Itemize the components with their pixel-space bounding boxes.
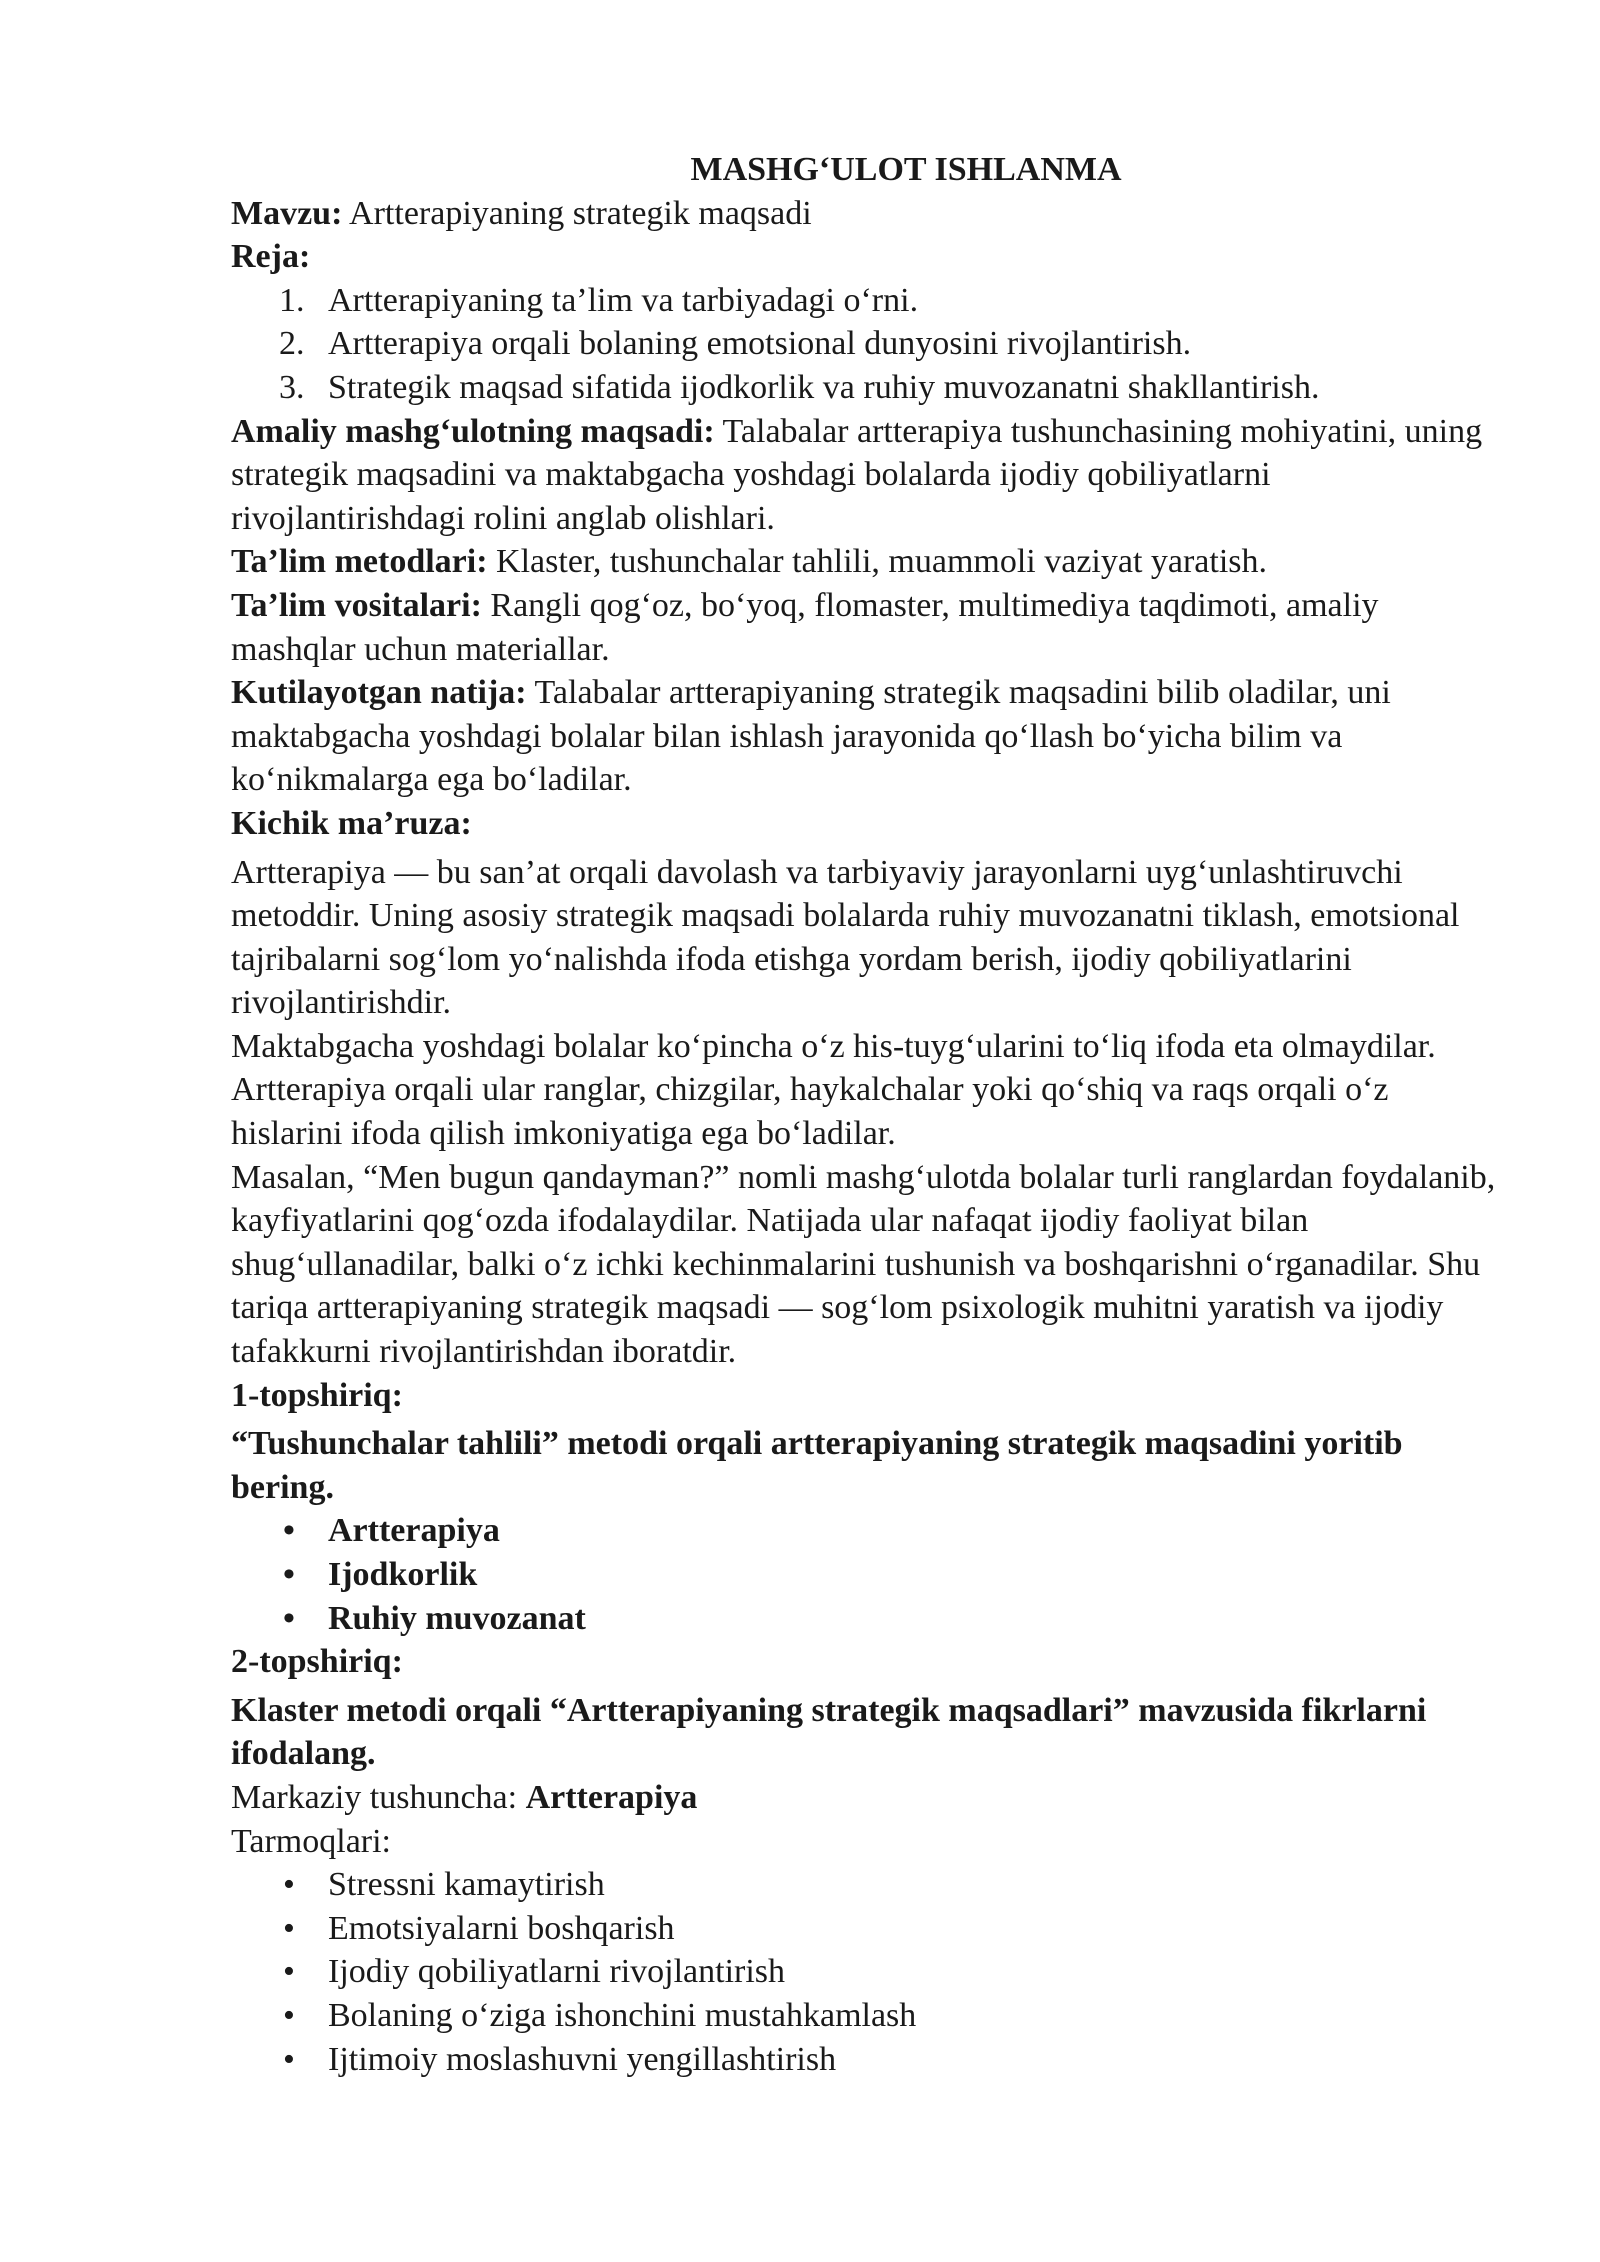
task2-item-text: Stressni kamaytirish	[328, 1866, 605, 1904]
task1-item	[231, 1509, 1501, 1553]
task1-item-text: Ruhiy muvozanat	[328, 1599, 586, 1637]
task1-heading: 1-topshiriq:	[231, 1376, 403, 1414]
branches-label: Tarmoqlari:	[231, 1822, 392, 1860]
bullet-icon: •	[283, 1556, 295, 1593]
task2-item-text: Ijtimoiy moslashuvni yengillashtirish	[328, 2040, 837, 2078]
plan-item-text: Artterapiyaning ta’lim va tarbiyadagi o‘rni.	[328, 281, 919, 319]
bullet-icon: •	[283, 1599, 295, 1637]
topic-text: Artterapiyaning strategik maqsadi	[342, 194, 812, 232]
bullet-icon: •	[283, 1953, 295, 1991]
plan-item-text: Artterapiya orqali bolaning emotsional dunyosini rivojlantirish.	[328, 325, 1192, 363]
task2-item-text: Bolaning o‘ziga ishonchini mustahkamlash	[328, 1996, 917, 2034]
methods-paragraph	[231, 540, 1501, 584]
tools-paragraph	[231, 584, 1501, 671]
document-page	[231, 148, 1501, 2081]
plan-item-text: Strategik maqsad sifatida ijodkorlik va ruhiy muvozanatni shakllantirish.	[328, 368, 1320, 406]
plan-item-number: 2.	[279, 325, 305, 363]
tools-label: Ta’lim vositalari:	[231, 586, 482, 624]
central-concept-label: Markaziy tushuncha:	[231, 1778, 526, 1816]
plan-item	[231, 279, 1501, 323]
task2-list	[231, 1863, 1501, 2081]
central-concept-line	[231, 1776, 1501, 1820]
plan-label: Reja:	[231, 238, 311, 276]
task1-item	[231, 1553, 1501, 1597]
bullet-icon: •	[283, 2040, 295, 2078]
task2-question: Klaster metodi orqali “Artterapiyaning strategik maqsadlari” mavzusida fikrlarni ifodalang.	[231, 1691, 1427, 1773]
task2-item	[231, 2038, 1501, 2082]
task1-item	[231, 1597, 1501, 1641]
task2-heading: 2-topshiriq:	[231, 1643, 403, 1681]
goal-label: Amaliy mashg‘ulotning maqsadi:	[231, 412, 715, 450]
lecture-heading: Kichik ma’ruza:	[231, 804, 472, 842]
lecture-paragraph: Maktabgacha yoshdagi bolalar ko‘pincha o‘z his-tuyg‘ularini to‘liq ifoda eta olmaydilar. Artterapiya orqali ular ranglar, chizgilar, haykalchalar yoki qo‘shiq va raqs orqali o‘z hislarini ifoda qilish imkoniyatiga ega bo‘ladilar.	[231, 1027, 1436, 1153]
task1-question: “Tushunchalar tahlili” metodi orqali artterapiyaning strategik maqsadini yoritib bering.	[231, 1425, 1403, 1506]
task2-item	[231, 1994, 1501, 2038]
central-concept-value: Artterapiya	[525, 1778, 698, 1816]
task2-item	[231, 1907, 1501, 1951]
task2-item-text: Emotsiyalarni boshqarish	[328, 1909, 675, 1947]
methods-text: Klaster, tushunchalar tahlili, muammoli vaziyat yaratish.	[487, 543, 1268, 581]
bullet-icon: •	[283, 1996, 295, 2034]
result-text: Talabalar artterapiyaning strategik maqsadini bilib oladilar, uni maktabgacha yoshdagi bolalar bilan ishlash jarayonida qo‘llash bo‘yicha bilim va ko‘nikmalarga ega bo‘ladilar.	[231, 674, 1391, 799]
tools-text: Rangli qog‘oz, bo‘yoq, flomaster, multimediya taqdimoti, amaliy mashqlar uchun materiallar.	[231, 586, 1379, 668]
task2-item	[231, 1863, 1501, 1907]
plan-item	[231, 322, 1501, 366]
topic-line	[231, 192, 1501, 236]
task1-item-text: Ijodkorlik	[328, 1556, 478, 1593]
goal-text: Talabalar artterapiya tushunchasining mohiyatini, uning strategik maqsadini va maktabgacha yoshdagi bolalarda ijodiy qobiliyatlarni rivojlantirishdagi rolini anglab olishlari.	[231, 412, 1483, 537]
methods-label: Ta’lim metodlari:	[231, 543, 488, 581]
result-label: Kutilayotgan natija:	[231, 674, 527, 712]
lecture-paragraph: Artterapiya — bu san’at orqali davolash va tarbiyaviy jarayonlarni uyg‘unlashtiruvchi metoddir. Uning asosiy strategik maqsadi bolalarda ruhiy muvozanatni tiklash, emotsional tajribalarni sog‘lom yo‘nalishda ifoda etishga yordam berish, ijodiy qobiliyatlarini rivojlantirishdir.	[231, 853, 1460, 1022]
task2-item-text: Ijodiy qobiliyatlarni rivojlantirish	[328, 1953, 786, 1991]
plan-item-number: 3.	[279, 368, 305, 406]
plan-item	[231, 366, 1501, 410]
task1-item-text: Artterapiya	[328, 1512, 500, 1550]
result-paragraph	[231, 671, 1501, 802]
bullet-icon: •	[283, 1866, 295, 1904]
task1-list	[231, 1509, 1501, 1640]
plan-list	[231, 279, 1501, 410]
plan-item-number: 1.	[279, 281, 305, 319]
goal-paragraph	[231, 410, 1501, 541]
bullet-icon: •	[283, 1512, 295, 1550]
lecture-paragraph: Masalan, “Men bugun qandayman?” nomli mashg‘ulotda bolalar turli ranglardan foydalanib, kayfiyatlarini qog‘ozda ifodalaydilar. Natijada ular nafaqat ijodiy faoliyat bilan shug‘ullanadilar, balki o‘z ichki kechinmalarini tushunish va boshqarishni o‘rganadilar. Shu tariqa artterapiyaning strategik maqsadi — sog‘lom psixologik muhitni yaratish va ijodiy tafakkurni rivojlantirishdan iboratdir.	[231, 1158, 1496, 1371]
topic-label: Mavzu:	[231, 194, 343, 232]
bullet-icon: •	[283, 1909, 295, 1947]
document-title: MASHG‘ULOT ISHLANMA	[690, 151, 1122, 188]
task2-item	[231, 1950, 1501, 1994]
